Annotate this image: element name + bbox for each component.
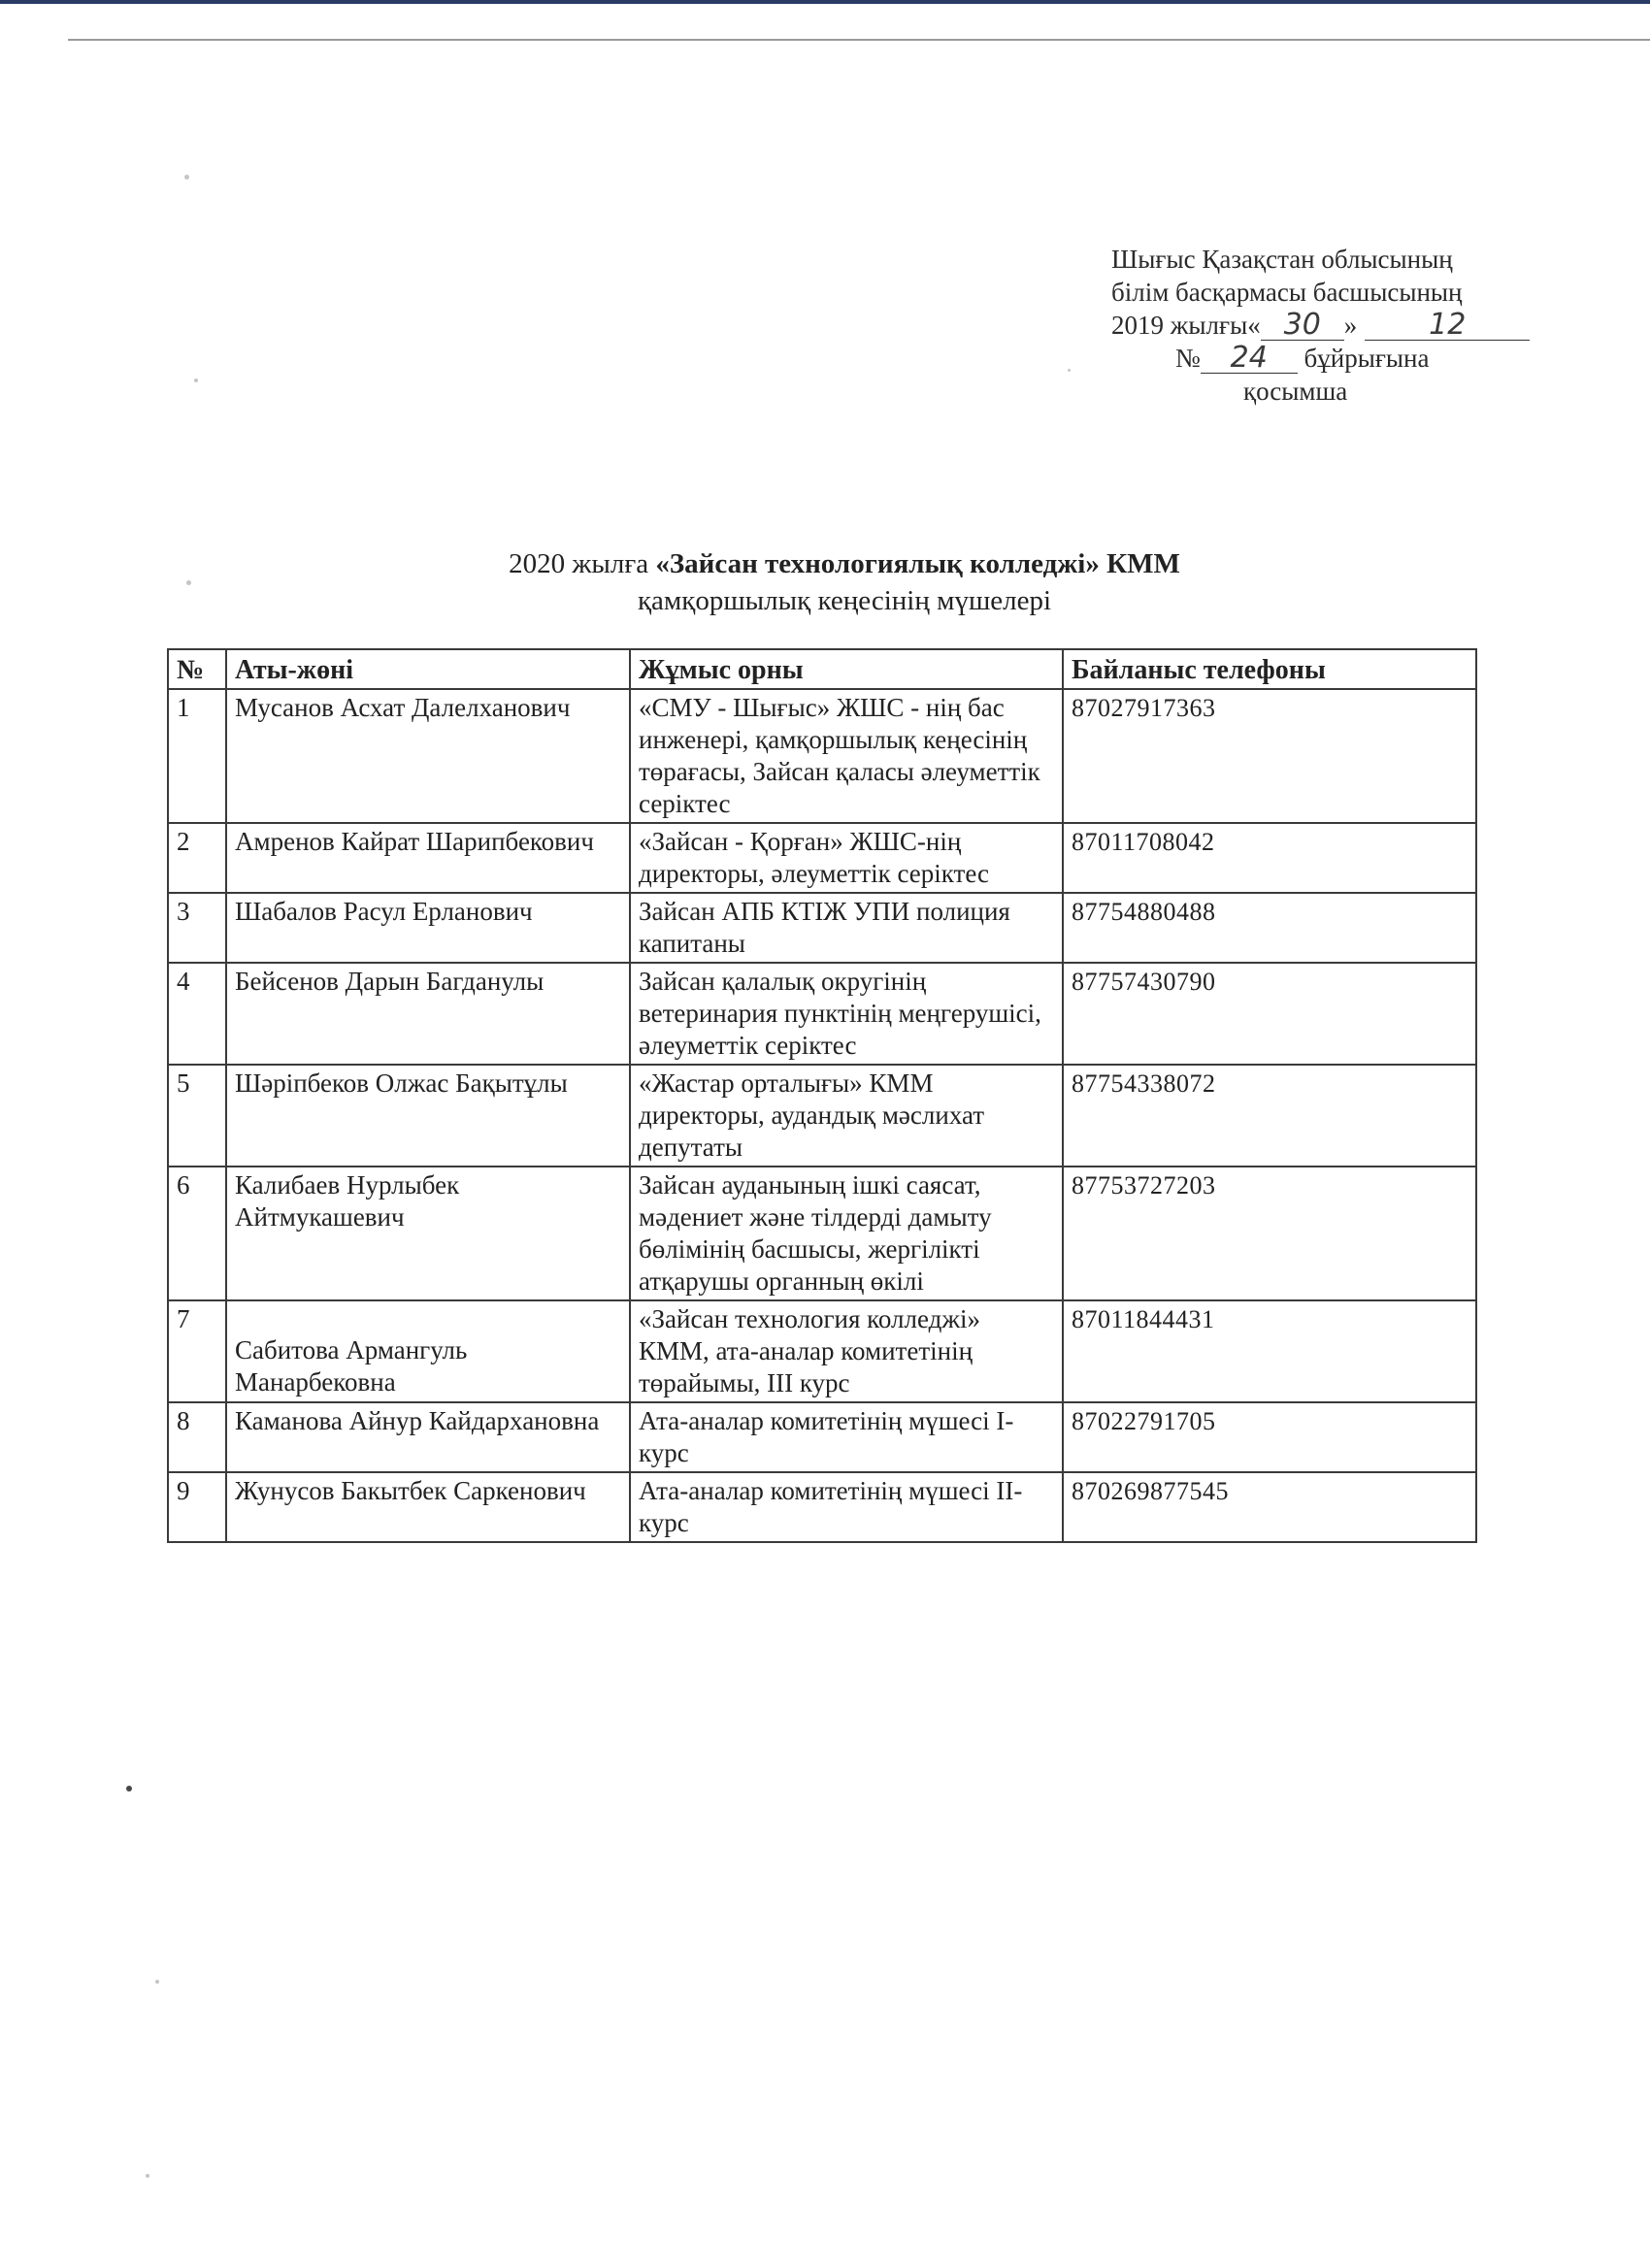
row-number: 2 [168,823,226,893]
header-number: № [168,649,226,689]
title-line-1 [262,545,1427,582]
scan-top-edge [0,0,1650,4]
table-row [168,1300,1476,1402]
order-suffix: бұйрығына [1304,344,1430,373]
member-name: Амренов Кайрат Шарипбекович [226,823,630,893]
member-name: Жунусов Бакытбек Саркенович [226,1472,630,1542]
member-name: Каманова Айнур Кайдархановна [226,1402,630,1472]
member-phone: 87022791705 [1063,1402,1476,1472]
scan-speck [184,175,189,180]
table-row [168,963,1476,1065]
table-row [168,1065,1476,1167]
table-row [168,1167,1476,1300]
day-close: » [1343,311,1358,340]
handwritten-month: 12 [1365,311,1530,341]
member-name: Сабитова Армангуль Манарбековна [226,1300,630,1402]
header-name: Аты-жөні [226,649,630,689]
member-phone: 87011844431 [1063,1300,1476,1402]
header-line-2: білім басқармасы басшысының [1111,278,1463,307]
row-number: 8 [168,1402,226,1472]
member-workplace: «Зайсан - Қорған» ЖШС-нің директоры, әлеуметтік серіктес [630,823,1063,893]
row-number: 3 [168,893,226,963]
member-phone: 87011708042 [1063,823,1476,893]
header-order-line [1111,342,1597,375]
member-phone: 87754880488 [1063,893,1476,963]
scan-speck [155,1980,159,1984]
row-number: 9 [168,1472,226,1542]
member-workplace: Зайсан ауданының ішкі саясат, мәдениет және тілдерді дамыту бөлімінің басшысы, жергілікті атқарушы органның өкілі [630,1167,1063,1300]
number-sign: № [1175,344,1201,373]
table-row [168,1402,1476,1472]
title-prefix: 2020 жылға [509,548,656,579]
member-name: Калибаев Нурлыбек Айтмукашевич [226,1167,630,1300]
member-phone: 87753727203 [1063,1167,1476,1300]
table-row [168,823,1476,893]
board-members-table [167,648,1477,1543]
order-annex-header [1111,243,1597,408]
scan-speck [146,2174,149,2178]
member-workplace: Зайсан АПБ КТІЖ УПИ полиция капитаны [630,893,1063,963]
member-phone: 87754338072 [1063,1065,1476,1167]
header-phone: Байланыс телефоны [1063,649,1476,689]
scan-speck [194,378,198,382]
member-name: Шабалов Расул Ерланович [226,893,630,963]
member-workplace: Ата-аналар комитетінің мүшесі І-курс [630,1402,1063,1472]
member-name: Мусанов Асхат Далелханович [226,689,630,823]
table-row [168,1472,1476,1542]
year-prefix: 2019 жылғы« [1111,311,1261,340]
handwritten-order-number: 24 [1201,344,1298,374]
row-number: 7 [168,1300,226,1402]
member-workplace: Зайсан қалалық округінің ветеринария пунктінің меңгерушісі, әлеуметтік серіктес [630,963,1063,1065]
member-phone: 87027917363 [1063,689,1476,823]
scan-top-rule [68,39,1650,41]
table-header-row [168,649,1476,689]
row-number: 6 [168,1167,226,1300]
scan-speck [126,1786,132,1791]
member-name: Шәріпбеков Олжас Бақытұлы [226,1065,630,1167]
document-title [262,545,1427,619]
row-number: 1 [168,689,226,823]
member-name: Бейсенов Дарын Багданулы [226,963,630,1065]
title-line-2: қамқоршылық кеңесінің мүшелері [637,585,1052,616]
member-workplace: Ата-аналар комитетінің мүшесі ІІ-курс [630,1472,1063,1542]
header-workplace: Жұмыс орны [630,649,1063,689]
row-number: 4 [168,963,226,1065]
member-phone: 870269877545 [1063,1472,1476,1542]
row-number: 5 [168,1065,226,1167]
table-row [168,893,1476,963]
header-line-5: қосымша [1243,377,1348,406]
header-line-1: Шығыс Қазақстан облысының [1111,245,1453,274]
member-workplace: «СМУ - Шығыс» ЖШС - нің бас инженері, қамқоршылық кеңесінің төрағасы, Зайсан қаласы әлеуметтік серіктес [630,689,1063,823]
header-date-line [1111,309,1597,342]
member-workplace: «Зайсан технология колледжі» КММ, ата-аналар комитетінің төрайымы, ІІІ курс [630,1300,1063,1402]
handwritten-day: 30 [1261,311,1344,341]
title-organization: «Зайсан технологиялық колледжі» КММ [655,548,1180,579]
member-phone: 87757430790 [1063,963,1476,1065]
scan-speck [186,580,191,585]
scan-speck [1068,369,1071,372]
member-workplace: «Жастар орталығы» КММ директоры, аудандық мәслихат депутаты [630,1065,1063,1167]
table-row [168,689,1476,823]
